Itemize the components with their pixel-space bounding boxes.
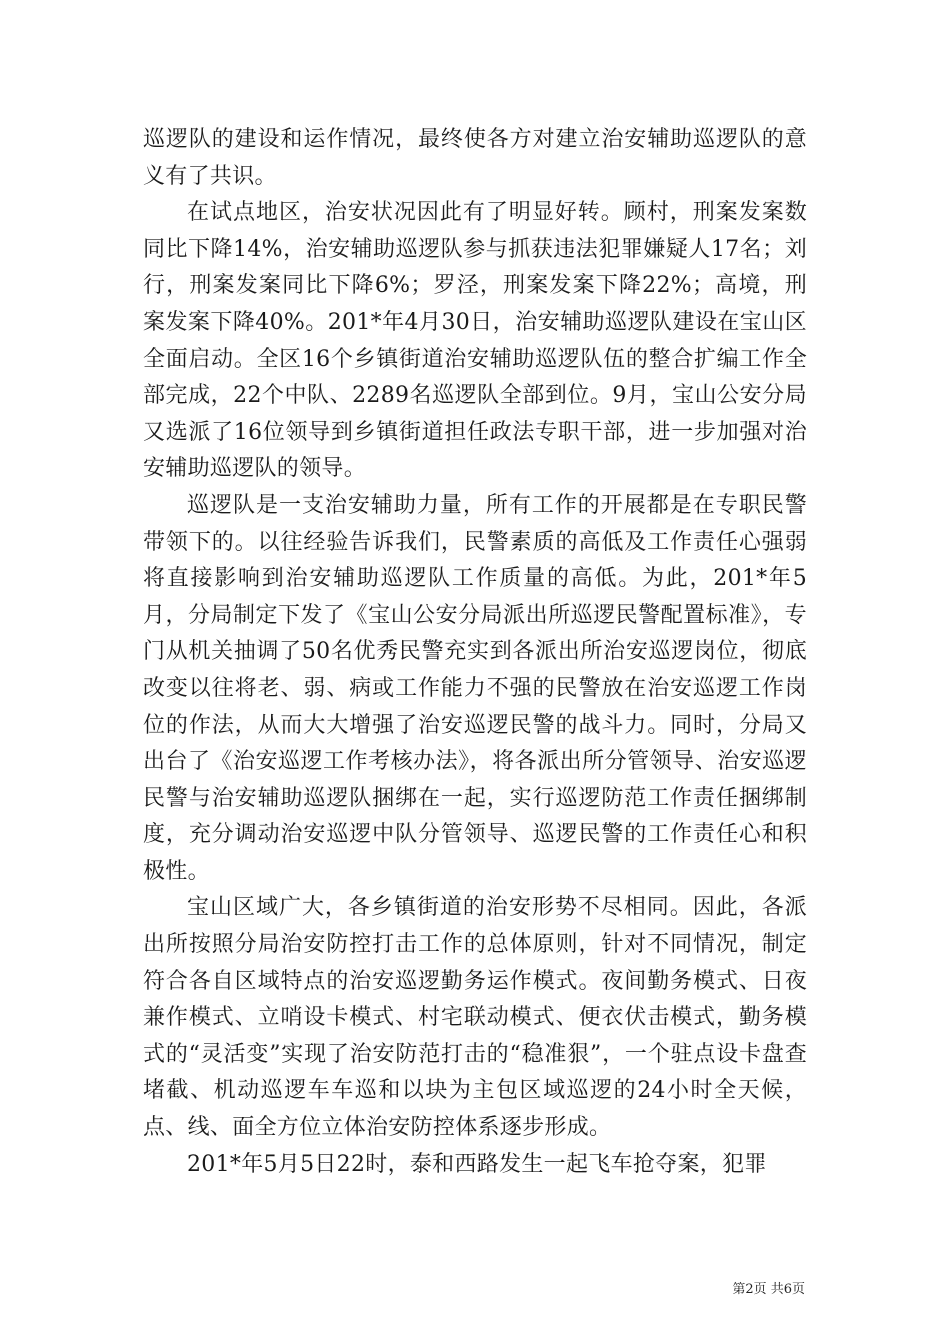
page-number: 第2页 共6页 (732, 1282, 805, 1297)
page-footer (732, 1281, 805, 1299)
paragraph-2: 在试点地区，治安状况因此有了明显好转。顾村，刑案发案数同比下降14%，治安辅助巡逻队参与抓获违法犯罪嫌疑人17名；刘行，刑案发案同比下降6%；罗泾，刑案发案下降22%；高境，刑案发案下降40%。201*年4月30日，治安辅助巡逻队建设在宝山区全面启动。全区16个乡镇街道治安辅助巡逻队伍的整合扩编工作全部完成，22个中队、2289名巡逻队全部到位。9月，宝山公安分局又选派了16位领导到乡镇街道担任政法专职干部，进一步加强对治安辅助巡逻队的领导。 (143, 200, 807, 482)
paragraph-5: 201*年5月5日22时，泰和西路发生一起飞车抢夺案，犯罪 (187, 1151, 767, 1177)
paragraph-1: 巡逻队的建设和运作情况，最终使各方对建立治安辅助巡逻队的意义有了共识。 (143, 127, 807, 189)
document-body (143, 122, 807, 1183)
paragraph-3: 巡逻队是一支治安辅助力量，所有工作的开展都是在专职民警带领下的。以往经验告诉我们，民警素质的高低及工作责任心强弱将直接影响到治安辅助巡逻队工作质量的高低。为此，201*年5月，分局制定下发了《宝山公安分局派出所巡逻民警配置标准》，专门从机关抽调了50名优秀民警充实到各派出所治安巡逻岗位，彻底改变以往将老、弱、病或工作能力不强的民警放在治安巡逻工作岗位的作法，从而大大增强了治安巡逻民警的战斗力。同时，分局又出台了《治安巡逻工作考核办法》，将各派出所分管领导、治安巡逻民警与治安辅助巡逻队捆绑在一起，实行巡逻防范工作责任捆绑制度，充分调动治安巡逻中队分管领导、巡逻民警的工作责任心和积极性。 (143, 492, 807, 884)
paragraph-4: 宝山区域广大，各乡镇街道的治安形势不尽相同。因此，各派出所按照分局治安防控打击工作的总体原则，针对不同情况，制定符合各自区域特点的治安巡逻勤务运作模式。夜间勤务模式、日夜兼作模式、立哨设卡模式、村宅联动模式、便衣伏击模式，勤务模式的“灵活变”实现了治安防范打击的“稳准狠”，一个驻点设卡盘查堵截、机动巡逻车车巡和以块为主包区域巡逻的24小时全天候，点、线、面全方位立体治安防控体系逐步形成。 (143, 895, 807, 1141)
